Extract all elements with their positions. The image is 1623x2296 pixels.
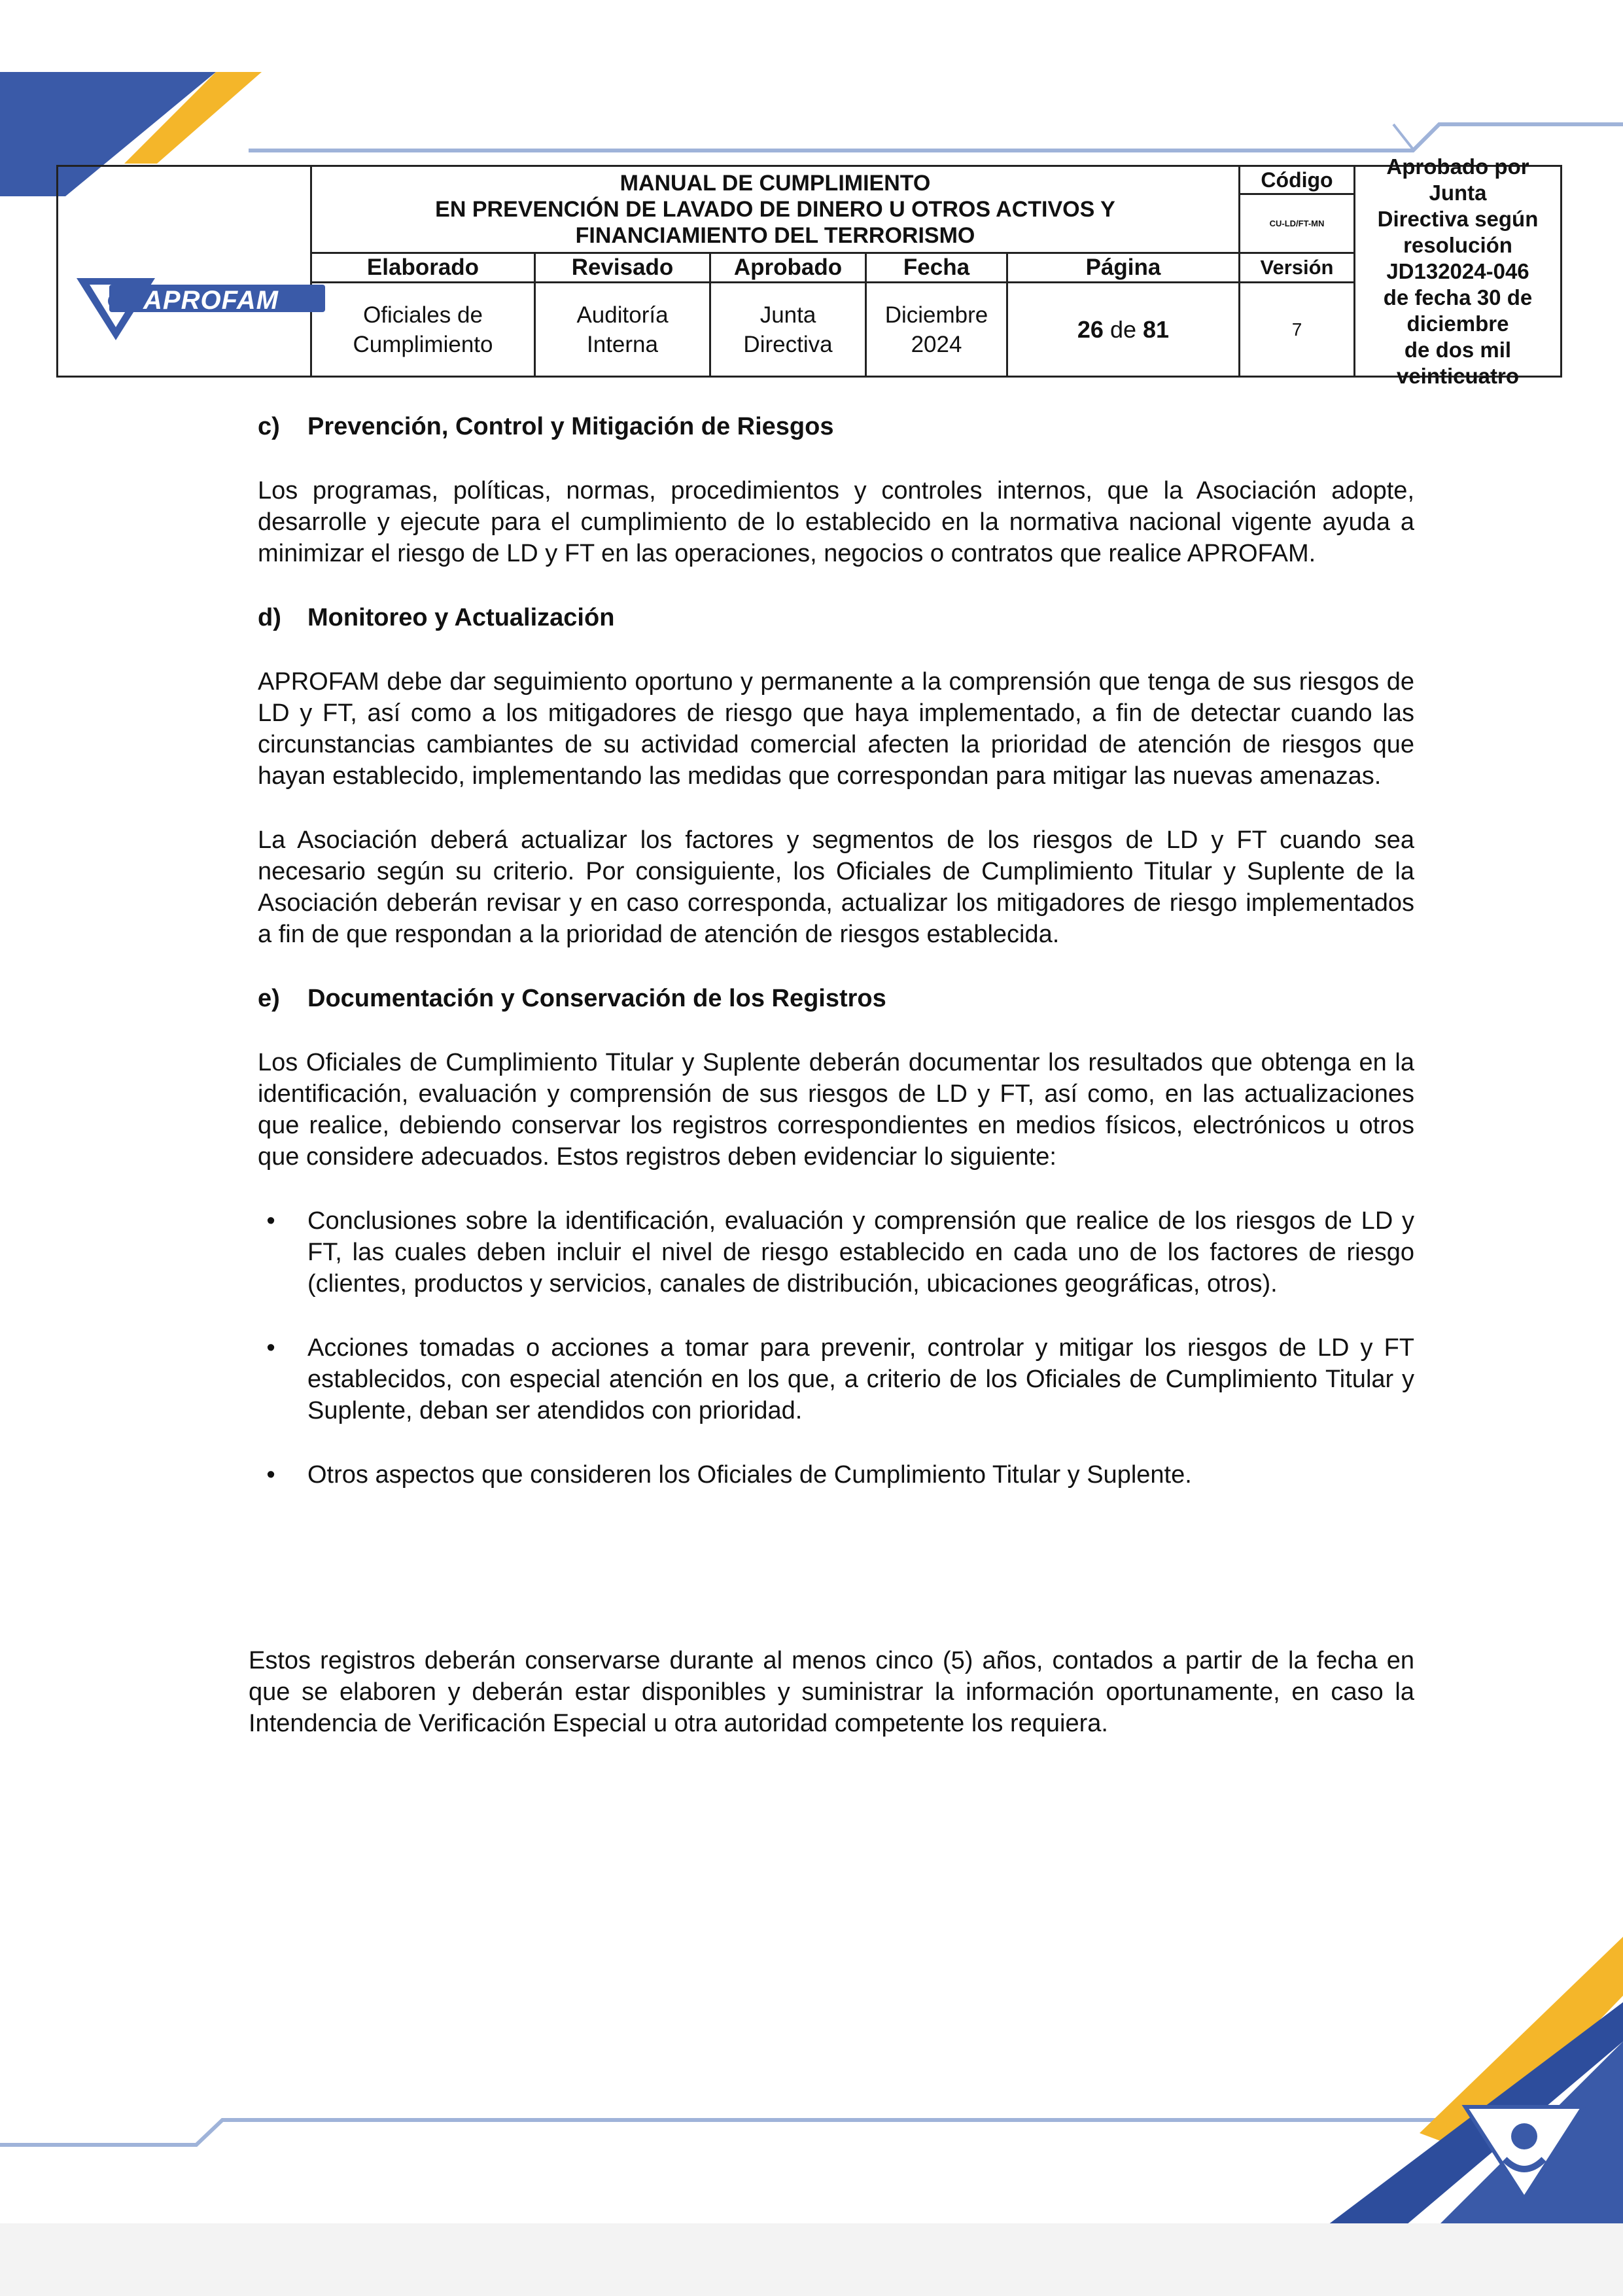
section-d-paragraph-2: La Asociación deberá actualizar los factores y segmentos de los riesgos de LD y FT cuando sea necesario según su criterio. Por consiguiente, los Oficiales de Cumplimiento Titular y Suplente de la Asociación deberán revisar y en caso corresponda, actualizar los mitigadores de riesgo implementados a fin de que respondan a la prioridad de atención de riesgos establecida. — [258, 826, 1414, 948]
col-version: Versión — [1260, 256, 1334, 279]
col-aprobado: Aprobado — [733, 255, 843, 280]
page-of: de — [1109, 315, 1137, 343]
val-aprobado: Junta Directiva — [743, 302, 833, 357]
bullet-icon: • — [266, 1334, 275, 1362]
manual-title — [312, 167, 1238, 252]
section-e-paragraph: Los Oficiales de Cumplimiento Titular y Suplente deberán documentar los resultados que obtenga en la identificación, evaluación y comprensión de sus riesgos de LD y FT, así como, en las actualizaciones que realice, debiendo conservar los registros correspondientes en medios físicos, electrónicos u otros que considere adecuados. Estos registros deben evidenciar lo siguiente: — [258, 1049, 1414, 1171]
page-current: 26 — [1077, 315, 1104, 343]
section-c-paragraph: Los programas, políticas, normas, procedimientos y controles internos, que la Asociación adopte, desarrolle y ejecute para el cumplimiento de lo establecido en la normativa nacional vigente ayuda a minimizar el riesgo de LD y FT en las operaciones, negocios o contratos que realice APROFAM. — [258, 477, 1414, 567]
aprofam-logo — [70, 265, 332, 344]
title-line-1: MANUAL DE CUMPLIMIENTO — [620, 171, 931, 196]
logo-text: APROFAM — [143, 286, 279, 315]
document-body — [258, 411, 1414, 1491]
title-line-3: FINANCIAMIENTO DEL TERRORISMO — [575, 223, 975, 248]
col-elaborado: Elaborado — [366, 255, 480, 280]
col-pagina: Página — [1085, 255, 1161, 280]
bullet-icon: • — [266, 1207, 275, 1235]
col-revisado: Revisado — [571, 255, 674, 280]
section-d-paragraph-1: APROFAM debe dar seguimiento oportuno y permanente a la comprensión que tenga de sus riesgos de LD y FT, así como a los mitigadores de riesgo que haya implementado, a fin de detectar cuando las circunstancias cambiantes de su actividad comercial afecten la prioridad de atención de riesgos que hayan establecido, implementando las medidas que correspondan para mitigar las nuevas amenazas. — [258, 668, 1414, 790]
document-header — [56, 154, 1562, 388]
section-e-heading: e) Documentación y Conservación de los Registros — [258, 985, 886, 1012]
list-item: • Acciones tomadas o acciones a tomar para prevenir, controlar y mitigar los riesgos de LD y FT establecidos, con especial atención en los que, a criterio de los Oficiales de Cumplimiento Titular y Suplente, deban ser atendidos con prioridad. — [258, 1332, 1414, 1426]
approval-note: Aprobado por Junta Directiva según resolución JD132024-046 de fecha 30 de diciembre de dos mil veinticuatro — [1377, 154, 1539, 388]
section-c-heading: c) Prevención, Control y Mitigación de Riesgos — [258, 413, 834, 440]
codigo-value: CU-LD/FT-MN — [1269, 219, 1325, 228]
val-fecha: Diciembre 2024 — [884, 302, 988, 357]
bullet-icon: • — [266, 1461, 275, 1489]
list-item: • Otros aspectos que consideren los Oficiales de Cumplimiento Titular y Suplente. — [258, 1459, 1414, 1491]
col-fecha: Fecha — [903, 255, 970, 280]
records-list — [258, 1205, 1414, 1491]
section-d-heading: d) Monitoreo y Actualización — [258, 604, 615, 631]
closing-paragraph: Estos registros deberán conservarse durante al menos cinco (5) años, contados a partir de la fecha en que se elaboren y deberán estar disponibles y suministrar la información oportunamente, en caso la Intendencia de Verificación Especial u otra autoridad competente los requiera. — [249, 1647, 1414, 1737]
val-elaborado: Oficiales de Cumplimiento — [353, 302, 493, 357]
page-total: 81 — [1143, 315, 1170, 343]
codigo-label: Código — [1261, 168, 1333, 192]
val-pagina — [1008, 283, 1238, 376]
list-item: • Conclusiones sobre la identificación, evaluación y comprensión que realice de los riesgos de LD y FT, las cuales deben incluir el nivel de riesgo establecido en cada uno de los factores de riesgo (clientes, productos y servicios, canales de distribución, ubicaciones geográficas, otros). — [258, 1205, 1414, 1299]
val-revisado: Auditoría Interna — [576, 302, 669, 357]
val-version: 7 — [1291, 319, 1302, 340]
title-line-2: EN PREVENCIÓN DE LAVADO DE DINERO U OTROS ACTIVOS Y — [435, 197, 1115, 222]
